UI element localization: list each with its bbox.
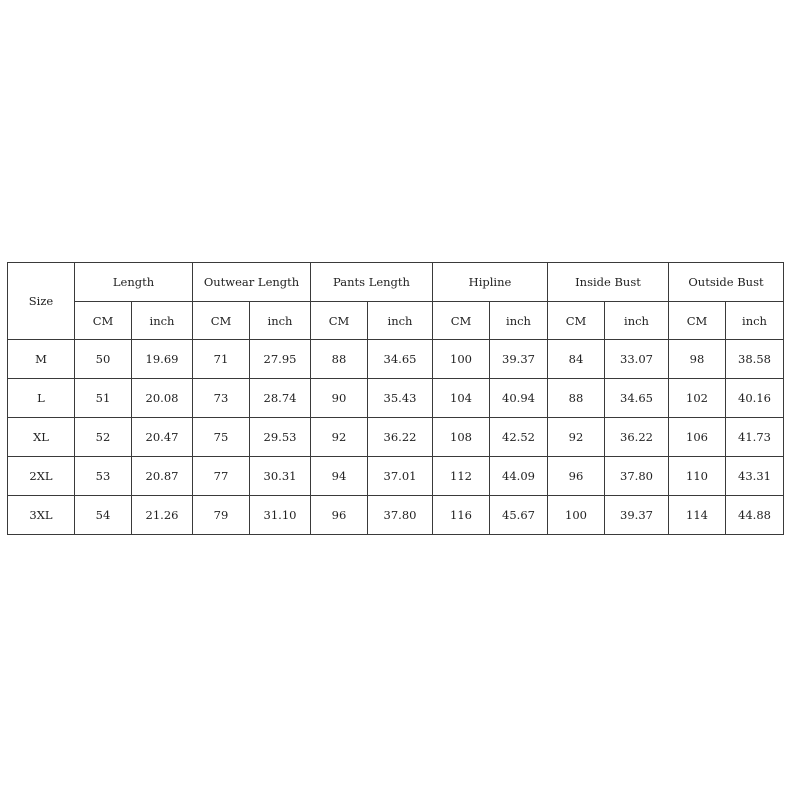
- value-cell: 106: [669, 418, 726, 457]
- value-cell: 110: [669, 457, 726, 496]
- table-row: [8, 496, 784, 535]
- value-cell: 40.16: [726, 379, 784, 418]
- value-cell: 42.52: [490, 418, 548, 457]
- unit-header-cm: CM: [75, 302, 132, 340]
- value-cell: 104: [433, 379, 490, 418]
- value-cell: 96: [311, 496, 368, 535]
- value-cell: 112: [433, 457, 490, 496]
- value-cell: 27.95: [250, 340, 311, 379]
- value-cell: 35.43: [368, 379, 433, 418]
- value-cell: 31.10: [250, 496, 311, 535]
- value-cell: 79: [193, 496, 250, 535]
- value-cell: 50: [75, 340, 132, 379]
- value-cell: 75: [193, 418, 250, 457]
- value-cell: 51: [75, 379, 132, 418]
- value-cell: 29.53: [250, 418, 311, 457]
- value-cell: 40.94: [490, 379, 548, 418]
- value-cell: 20.47: [132, 418, 193, 457]
- size-cell: XL: [8, 418, 75, 457]
- table-row: [8, 379, 784, 418]
- value-cell: 77: [193, 457, 250, 496]
- value-cell: 37.80: [368, 496, 433, 535]
- size-cell: L: [8, 379, 75, 418]
- value-cell: 98: [669, 340, 726, 379]
- size-header: Size: [8, 263, 75, 340]
- value-cell: 114: [669, 496, 726, 535]
- value-cell: 39.37: [605, 496, 669, 535]
- value-cell: 21.26: [132, 496, 193, 535]
- group-header-pants-length: Pants Length: [311, 263, 433, 302]
- value-cell: 92: [548, 418, 605, 457]
- value-cell: 37.01: [368, 457, 433, 496]
- table-row: [8, 418, 784, 457]
- unit-header-inch: inch: [490, 302, 548, 340]
- unit-header-inch: inch: [132, 302, 193, 340]
- value-cell: 52: [75, 418, 132, 457]
- value-cell: 41.73: [726, 418, 784, 457]
- value-cell: 96: [548, 457, 605, 496]
- value-cell: 38.58: [726, 340, 784, 379]
- value-cell: 102: [669, 379, 726, 418]
- value-cell: 37.80: [605, 457, 669, 496]
- value-cell: 90: [311, 379, 368, 418]
- value-cell: 33.07: [605, 340, 669, 379]
- size-chart-table: [7, 262, 784, 535]
- value-cell: 100: [433, 340, 490, 379]
- value-cell: 43.31: [726, 457, 784, 496]
- unit-header-cm: CM: [311, 302, 368, 340]
- size-cell: 2XL: [8, 457, 75, 496]
- unit-header-cm: CM: [669, 302, 726, 340]
- value-cell: 88: [311, 340, 368, 379]
- unit-header-cm: CM: [193, 302, 250, 340]
- unit-header-cm: CM: [548, 302, 605, 340]
- group-header-length: Length: [75, 263, 193, 302]
- unit-header-inch: inch: [368, 302, 433, 340]
- size-cell: M: [8, 340, 75, 379]
- unit-header-inch: inch: [726, 302, 784, 340]
- value-cell: 116: [433, 496, 490, 535]
- table-row: [8, 457, 784, 496]
- value-cell: 108: [433, 418, 490, 457]
- value-cell: 44.88: [726, 496, 784, 535]
- group-header-hipline: Hipline: [433, 263, 548, 302]
- value-cell: 20.87: [132, 457, 193, 496]
- value-cell: 28.74: [250, 379, 311, 418]
- value-cell: 20.08: [132, 379, 193, 418]
- value-cell: 34.65: [368, 340, 433, 379]
- group-header-outside-bust: Outside Bust: [669, 263, 784, 302]
- value-cell: 36.22: [605, 418, 669, 457]
- value-cell: 100: [548, 496, 605, 535]
- size-cell: 3XL: [8, 496, 75, 535]
- group-header-inside-bust: Inside Bust: [548, 263, 669, 302]
- unit-header-inch: inch: [250, 302, 311, 340]
- value-cell: 84: [548, 340, 605, 379]
- header-group-row: [8, 263, 784, 302]
- value-cell: 34.65: [605, 379, 669, 418]
- unit-header-cm: CM: [433, 302, 490, 340]
- value-cell: 30.31: [250, 457, 311, 496]
- value-cell: 92: [311, 418, 368, 457]
- table-row: [8, 340, 784, 379]
- value-cell: 88: [548, 379, 605, 418]
- value-cell: 36.22: [368, 418, 433, 457]
- value-cell: 45.67: [490, 496, 548, 535]
- group-header-outwear-length: Outwear Length: [193, 263, 311, 302]
- value-cell: 53: [75, 457, 132, 496]
- value-cell: 44.09: [490, 457, 548, 496]
- unit-header-inch: inch: [605, 302, 669, 340]
- value-cell: 19.69: [132, 340, 193, 379]
- value-cell: 39.37: [490, 340, 548, 379]
- value-cell: 71: [193, 340, 250, 379]
- value-cell: 94: [311, 457, 368, 496]
- value-cell: 54: [75, 496, 132, 535]
- header-unit-row: [8, 302, 784, 340]
- value-cell: 73: [193, 379, 250, 418]
